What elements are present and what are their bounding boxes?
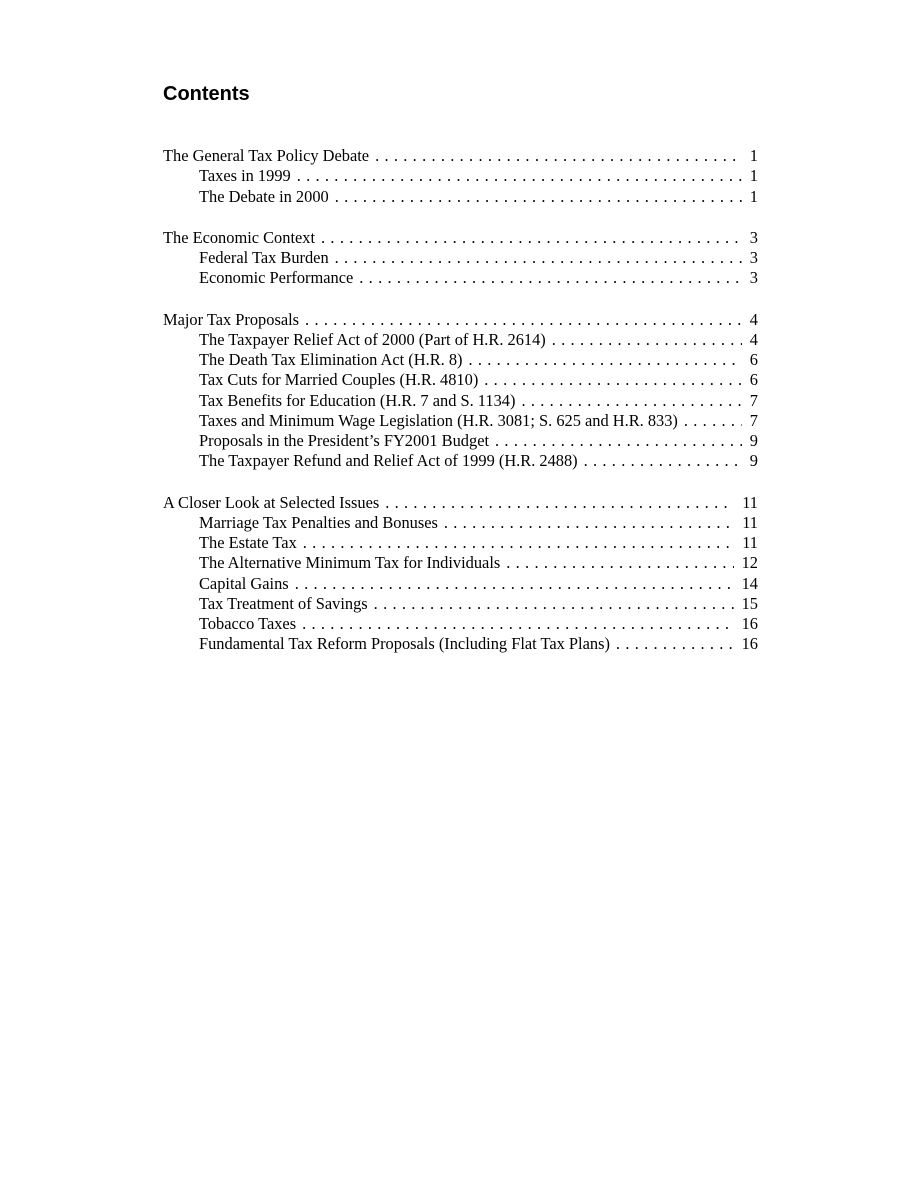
toc-subentry[interactable] [163,431,758,451]
toc-subentry[interactable] [163,268,758,288]
dot-leader [297,166,742,186]
toc-entry[interactable] [163,146,758,166]
toc-subentry[interactable] [163,166,758,186]
toc-page-number: 3 [749,268,758,288]
toc-entry[interactable] [163,493,758,513]
toc-section [163,228,758,289]
dot-leader [359,268,742,288]
dot-leader [335,187,742,207]
dot-leader [335,248,742,268]
toc-page-number: 1 [749,146,758,165]
dot-leader [521,391,741,411]
toc-entry-label: The Death Tax Elimination Act (H.R. 8) [199,350,463,369]
dot-leader [484,370,742,390]
toc-page-number: 7 [749,410,758,430]
toc-entry-label: The Estate Tax [199,533,297,552]
toc-page-number: 16 [741,634,758,654]
toc-page-number: 11 [742,492,758,512]
toc-page-number: 12 [741,553,758,573]
dot-leader [303,533,734,553]
toc-subentry[interactable] [163,553,758,573]
dot-leader [385,493,734,513]
toc-entry-label: Major Tax Proposals [163,309,300,329]
toc-entry-label: Tax Benefits for Education (H.R. 7 and S. 1134) [199,390,516,410]
dot-leader [584,451,742,471]
toc-entry-label: Capital Gains [199,573,289,593]
toc-subentry[interactable] [163,248,758,268]
toc-page-number: 9 [749,451,758,471]
toc-page-number: 16 [741,614,758,633]
toc-subentry[interactable] [163,370,758,390]
toc-subentry[interactable] [163,187,758,207]
toc-subentry[interactable] [163,533,758,553]
toc-entry-label: Taxes in 1999 [199,166,291,186]
toc-subentry[interactable] [163,391,758,411]
toc-entry[interactable] [163,310,758,330]
table-of-contents [163,146,758,676]
toc-page-number: 1 [749,166,758,186]
toc-section [163,310,758,472]
toc-entry-label: The Debate in 2000 [199,186,329,206]
toc-entry-label: Federal Tax Burden [199,248,329,267]
toc-section [163,146,758,207]
toc-page-number: 15 [741,593,758,613]
toc-entry[interactable] [163,228,758,248]
page-title: Contents [163,83,250,105]
dot-leader [684,411,742,431]
toc-entry-label: The Taxpayer Relief Act of 2000 (Part of H.R. 2614) [199,329,546,349]
toc-page-number: 14 [741,573,758,593]
toc-entry-label: The Alternative Minimum Tax for Individuals [199,553,501,573]
toc-subentry[interactable] [163,350,758,370]
dot-leader [468,350,741,370]
toc-page-number: 11 [742,512,758,532]
dot-leader [444,513,734,533]
toc-entry-label: A Closer Look at Selected Issues [163,492,380,512]
dot-leader [616,634,734,654]
dot-leader [552,330,742,350]
toc-page-number: 6 [749,350,758,369]
dot-leader [495,431,742,451]
toc-entry-label: The Taxpayer Refund and Relief Act of 1999 (H.R. 2488) [199,451,578,471]
toc-entry-label: Marriage Tax Penalties and Bonuses [199,512,438,532]
toc-subentry[interactable] [163,574,758,594]
toc-page-number: 7 [749,390,758,410]
toc-page-number: 9 [749,431,758,450]
toc-section [163,493,758,655]
dot-leader [374,594,734,614]
dot-leader [295,574,734,594]
toc-entry-label: Economic Performance [199,268,354,288]
toc-subentry[interactable] [163,634,758,654]
toc-page-number: 3 [749,227,758,247]
toc-page-number: 1 [749,186,758,206]
toc-entry-label: The General Tax Policy Debate [163,146,370,165]
toc-page-number: 3 [749,248,758,267]
toc-page-number: 4 [749,329,758,349]
toc-entry-label: The Economic Context [163,227,316,247]
dot-leader [305,310,742,330]
dot-leader [506,553,733,573]
toc-page-number: 4 [749,309,758,329]
toc-page-number: 6 [749,370,758,390]
dot-leader [302,614,734,634]
toc-entry-label: Tax Treatment of Savings [199,593,368,613]
toc-subentry[interactable] [163,411,758,431]
toc-subentry[interactable] [163,594,758,614]
toc-subentry[interactable] [163,451,758,471]
toc-entry-label: Tax Cuts for Married Couples (H.R. 4810) [199,370,479,390]
toc-subentry[interactable] [163,513,758,533]
toc-entry-label: Tobacco Taxes [199,614,297,633]
dot-leader [321,228,742,248]
toc-entry-label: Fundamental Tax Reform Proposals (Including Flat Tax Plans) [199,634,610,654]
toc-page-number: 11 [742,533,758,552]
dot-leader [375,146,742,166]
toc-subentry[interactable] [163,330,758,350]
toc-subentry[interactable] [163,614,758,634]
toc-entry-label: Taxes and Minimum Wage Legislation (H.R. 3081; S. 625 and H.R. 833) [199,410,678,430]
toc-entry-label: Proposals in the President’s FY2001 Budget [199,431,490,450]
